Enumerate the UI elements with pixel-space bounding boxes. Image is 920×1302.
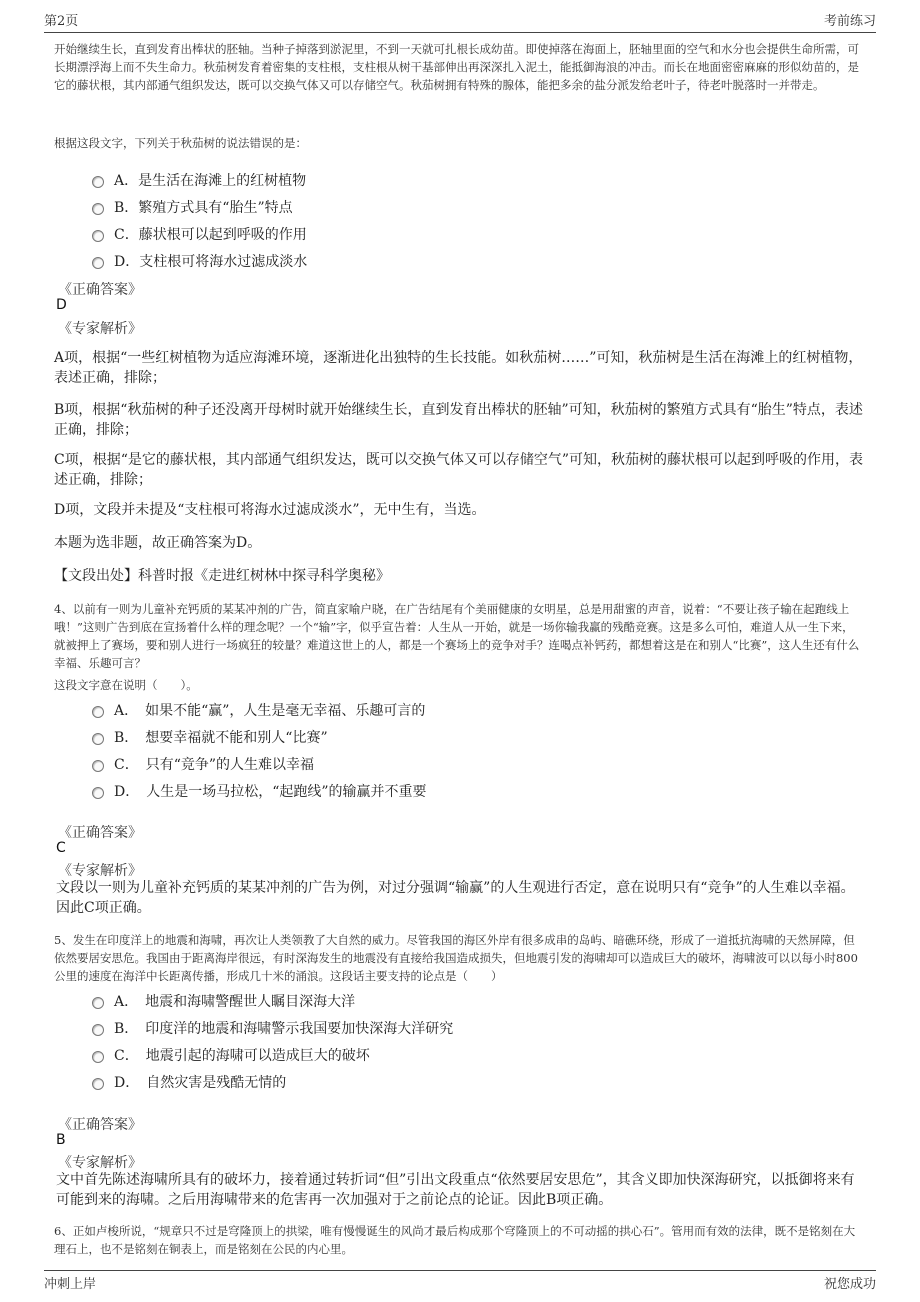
radio-icon[interactable] <box>92 230 104 242</box>
q3-passage: 开始继续生长，直到发育出棒状的胚轴。当种子掉落到淤泥里，不到一天就可扎根长成幼苗。即使掉落在海面上，胚轴里面的空气和水分也会提供生命所需，可长期漂浮海上而不失生命力。秋茄树发育着密集的支柱根，支柱根从树干基部伸出再深深扎入泥土，能抵御海浪的冲击。而长在地面密密麻麻的形似幼苗的，是它的藤状根，其内部通气组织发达，既可以交换气体又可以存储空气。秋茄树拥有特殊的腺体，能把多余的盐分派发给老叶子，待老叶脱落时一并带走。 <box>54 42 859 92</box>
page-footer <box>44 1270 876 1295</box>
q3-analysis-label: 《专家解析》 <box>58 321 142 337</box>
radio-icon[interactable] <box>92 176 104 188</box>
radio-icon[interactable] <box>92 1078 104 1090</box>
q4-option-c[interactable]: C． 只有“竞争”的人生难以幸福 <box>92 754 314 774</box>
q3-option-a[interactable]: A．是生活在海滩上的红树植物 <box>92 170 306 190</box>
q3-question: 根据这段文字，下列关于秋茄树的说法错误的是： <box>54 136 307 150</box>
q5-option-d[interactable]: D． 自然灾害是残酷无情的 <box>92 1072 286 1092</box>
q4-question: 这段文字意在说明（ ）。 <box>54 678 198 692</box>
radio-icon[interactable] <box>92 733 104 745</box>
q3-option-d[interactable]: D．支柱根可将海水过滤成淡水 <box>92 251 307 271</box>
q3-answer: D <box>56 297 67 313</box>
radio-icon[interactable] <box>92 203 104 215</box>
q4-option-b[interactable]: B． 想要幸福就不能和别人“比赛” <box>92 727 328 747</box>
radio-icon[interactable] <box>92 997 104 1009</box>
q4-analysis-label: 《专家解析》 <box>58 863 142 879</box>
q3-analysis-c: C项，根据“是它的藤状根，其内部通气组织发达，既可以交换气体又可以存储空气”可知，秋茄树的藤状根可以起到呼吸的作用，表述正确，排除； <box>54 452 864 488</box>
radio-icon[interactable] <box>92 706 104 718</box>
q5-analysis: 文中首先陈述海啸所具有的破坏力，接着通过转折词“但”引出文段重点“依然要居安思危”，其含义即加快深海研究，以抵御将来有可能到来的海啸。之后用海啸带来的危害再一次加强对于之前论点的论证。因此B项正确。 <box>56 1172 855 1208</box>
radio-icon[interactable] <box>92 760 104 772</box>
q3-analysis-b: B项，根据“秋茄树的种子还没离开母树时就开始继续生长，直到发育出棒状的胚轴”可知，秋茄树的繁殖方式具有“胎生”特点，表述正确，排除； <box>54 402 863 438</box>
q4-passage: 4、以前有一则为儿童补充钙质的某某冲剂的广告，简直家喻户晓，在广告结尾有个美丽健康的女明星，总是用甜蜜的声音，说着：“不要让孩子输在起跑线上哦！”这则广告到底在宣扬着什么样的理念呢？一个“输”字，似乎宣告着：人生从一开始，就是一场你输我赢的残酷竞赛。这是多么可怕，难道人从一生下来，就被押上了赛场，要和别人进行一场疯狂的较量？难道这世上的人，都是一个赛场上的竞争对手？连喝点补钙药，都想着这是在和别人“比赛”，这人生还有什么幸福、乐趣可言？ <box>54 602 860 670</box>
q3-analysis-d: D项，文段并未提及“支柱根可将海水过滤成淡水”，无中生有，当选。 <box>54 502 486 518</box>
radio-icon[interactable] <box>92 1024 104 1036</box>
q4-option-a[interactable]: A． 如果不能“赢”，人生是毫无幸福、乐趣可言的 <box>92 700 425 720</box>
q5-passage: 5、发生在印度洋上的地震和海啸，再次让人类领教了大自然的威力。尽管我国的海区外岸有很多成串的岛屿、暗礁环绕，形成了一道抵抗海啸的天然屏障，但依然要居安思危。我国由于距离海岸很远，有时深海发生的地震没有直接给我国造成损失，但地震引发的海啸却可以造成巨大的破坏，海啸波可以以每小时800公里的速度在海洋中长距离传播，形成几十米的涌浪。这段话主要支持的论点是（ ） <box>54 933 858 983</box>
q4-answer-label: 《正确答案》 <box>58 825 142 841</box>
footer-left: 冲刺上岸 <box>44 1277 97 1292</box>
q3-option-b[interactable]: B．繁殖方式具有“胎生”特点 <box>92 197 293 217</box>
q5-option-b[interactable]: B． 印度洋的地震和海啸警示我国要加快深海大洋研究 <box>92 1018 453 1038</box>
page-number: 第2页 <box>44 14 79 29</box>
q5-option-a[interactable]: A． 地震和海啸警醒世人瞩目深海大洋 <box>92 991 355 1011</box>
radio-icon[interactable] <box>92 787 104 799</box>
q5-option-c[interactable]: C． 地震引起的海啸可以造成巨大的破坏 <box>92 1045 370 1065</box>
q3-analysis-conclusion: 本题为选非题，故正确答案为D。 <box>54 535 262 551</box>
radio-icon[interactable] <box>92 257 104 269</box>
q3-analysis-a: A项，根据“一些红树植物为适应海滩环境，逐渐进化出独特的生长技能。如秋茄树……”可知，秋茄树是生活在海滩上的红树植物，表述正确，排除； <box>54 350 863 386</box>
q3-answer-label: 《正确答案》 <box>58 282 142 298</box>
q3-option-c[interactable]: C．藤状根可以起到呼吸的作用 <box>92 224 307 244</box>
radio-icon[interactable] <box>92 1051 104 1063</box>
footer-right: 祝您成功 <box>823 1277 876 1292</box>
q5-answer-label: 《正确答案》 <box>58 1117 142 1133</box>
q5-analysis-label: 《专家解析》 <box>58 1155 142 1171</box>
header-title: 考前练习 <box>823 14 876 29</box>
q3-source: 【文段出处】科普时报《走进红树林中探寻科学奥秘》 <box>54 568 390 584</box>
page-header <box>44 10 876 33</box>
q4-answer: C <box>56 840 66 856</box>
q5-answer: B <box>56 1132 66 1148</box>
q6-passage: 6、正如卢梭所说，“规章只不过是穹隆顶上的拱梁，唯有慢慢诞生的风尚才最后构成那个穹隆顶上的不可动摇的拱心石”。管用而有效的法律，既不是铭刻在大理石上，也不是铭刻在铜表上，而是铭刻在公民的内心里。 <box>54 1224 856 1256</box>
q4-analysis: 文段以一则为儿童补充钙质的某某冲剂的广告为例，对过分强调“输赢”的人生观进行否定，意在说明只有“竞争”的人生难以幸福。因此C项正确。 <box>56 880 855 916</box>
q4-option-d[interactable]: D． 人生是一场马拉松，“起跑线”的输赢并不重要 <box>92 781 427 801</box>
